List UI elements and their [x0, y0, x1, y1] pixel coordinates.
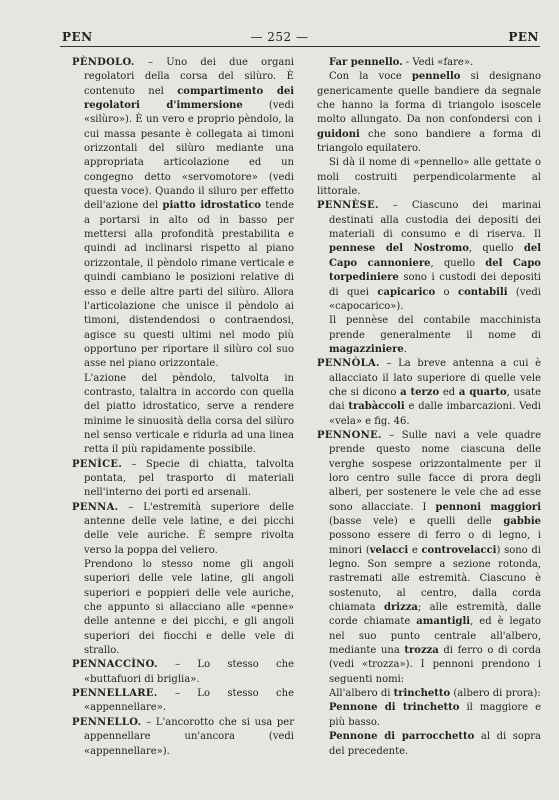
entry-text: (vedi «capocarico»). [329, 286, 541, 312]
paragraph: Si dà il nome di «pennello» alle gettate o moli costruiti perpendicolarmente al littorale. [317, 157, 541, 198]
entry-text: All'albero di [329, 688, 394, 700]
entry-text: – Specie di chiatta, talvolta pontata, pel trasporto di materiali nell'interno dei porti ed arsenali. [84, 458, 294, 499]
bold-term: gabbie [503, 516, 541, 527]
entry-text: – Uno dei due organi regolatori della corsa del silùro. È contenuto nel [84, 57, 294, 97]
bold-term: Pennone di trinchetto [329, 702, 460, 714]
right-column [317, 56, 541, 759]
entry-text: Il pennèse del contabile macchinista prende generalmente il nome di [329, 315, 541, 341]
running-head-right: PEN [508, 30, 539, 44]
entry-text: (basse vele) e quelli delle [329, 516, 504, 527]
bold-term: a terzo [400, 386, 440, 398]
entry-text: possono essere di ferro o di legno, i minori ( [329, 530, 541, 556]
entry-text: – Ciascuno dei marinai destinati alla custodia dei depositi dei materiali di consumo e di riserva. Il [329, 200, 541, 241]
entry-text: , quello [468, 243, 524, 255]
entry-text: – Lo stesso che «appennellare». [84, 688, 294, 714]
headword: PENNELLO. [72, 716, 142, 728]
entry-text: Con la voce [329, 71, 412, 83]
bold-term: trozza [404, 645, 439, 657]
header-rule [60, 46, 540, 47]
left-column [72, 56, 294, 759]
bold-term: contabili [457, 286, 508, 298]
entry-text: , usate dai [329, 386, 541, 413]
headword: PENNÈSE. [317, 200, 379, 212]
entry-text: al di sopra del precedente. [329, 731, 541, 757]
entry-text: sono i custodi dei depositi di quei [329, 272, 541, 298]
bold-term: a quarto [458, 386, 507, 398]
headword: PÈNDOLO. [72, 57, 135, 68]
bold-term: controvelacci [421, 544, 497, 556]
page-number: — 252 — [250, 30, 309, 44]
entry-text: ed [439, 386, 459, 398]
bold-term: Pennone di parrocchetto [329, 731, 475, 743]
bold-term: trinchetto [393, 688, 451, 700]
entry-text: , quello [430, 257, 486, 269]
entry-text: – Sulle navi a vele quadre prende questo nome ciascuna delle verghe sospese orizzontalmente per il loro centro sulle facce di prora degli alberi, per sostenere le vele che ad esse sono allacciate. I [329, 429, 541, 513]
yard-list-item [317, 730, 541, 759]
bold-term: capicarico [377, 286, 436, 298]
entry-text: – Lo stesso che «buttafuori di briglia». [84, 659, 294, 685]
entry-text: , ed è legato nel suo punto centrale all'albero, mediante una [329, 616, 541, 657]
entry-text: ) sono di legno. Son sempre a sezione rotonda, rastremati alle estremità. Ciascuno è sostenuto, al centro, dalla corda chiamata [329, 544, 541, 614]
headword: PENNA. [72, 501, 119, 513]
bold-term: amantigli [416, 616, 471, 628]
entry-penna [72, 501, 294, 558]
entry-text: – La breve antenna a cui è allacciato il lato superiore di quelle vele che si dicono [329, 358, 541, 398]
paragraph: Prendono lo stesso nome gli angoli superiori delle vele latine, gli angoli superiori e poppieri delle vele auriche, che appunto si allacciano alle «penne» delle antenne e dei picchi, e gli angoli superiori dei fiocchi e delle vele di strallo. [84, 559, 294, 657]
bold-term: Far pennello. [329, 57, 403, 68]
headword: PENNONE. [317, 429, 382, 441]
headword: PENNACCÌNO. [72, 659, 158, 671]
bold-term: compartimento dei regolatori d'immersione [84, 85, 294, 112]
entry-text: – L'ancorotto che si usa per appennellare un'ancora (vedi «appennellare»). [84, 716, 294, 757]
bold-term: del Capo torpediniere [329, 257, 541, 284]
bold-term: piatto idrostatico [162, 200, 261, 212]
entry-penice [72, 458, 294, 501]
entry-text: e dalle imbarcazioni. Vedi «vela» e fig. 46. [329, 401, 541, 427]
paragraph [317, 314, 541, 357]
entry-text: o [435, 286, 458, 298]
bold-term: magazziniere [329, 343, 404, 355]
bold-term: trabàccoli [348, 401, 405, 413]
entry-text: tende a portarsi in alto od in basso per mettersi alla profondità prestabilita e quindi ad inclinarsi rispetto al piano orizzontale, il pèndolo rimane verticale e quindi cambiano le posizioni relative di esso e delle altre parti del silùro. Allora l'articolazione che unisce il pèndolo ai timoni, distendendosi o contraendosi, agisce su questi ultimi nel modo più opportuno per riportare il silùro col suo asse nel piano orizzontale. [84, 200, 294, 370]
entry-text: di ferro o di corda (vedi «trozza»). I pennoni prendono i seguenti nomi: [329, 645, 541, 685]
entry-pennone [317, 429, 541, 687]
entry-text: il maggiore e più basso. [329, 702, 541, 728]
entry-pennello [72, 716, 294, 759]
entry-pendolo [72, 56, 294, 372]
entry-text: – L'estremità superiore delle antenne delle vele latine, e dei picchi delle vele auriche. È sempre rivolta verso la poppa del veliero. [84, 501, 294, 556]
headword: PENÌCE. [72, 458, 123, 470]
entry-pennese [317, 199, 541, 314]
entry-text: si designano genericamente quelle bandiere da segnale che hanno la forma di triangolo isoscele molto allungato. Da non confondersi con i [317, 71, 541, 126]
bold-term: drizza [384, 602, 418, 614]
bold-term: pennoni maggiori [435, 501, 541, 513]
yard-list-item [317, 687, 541, 701]
headword: PENNELLARE. [72, 688, 158, 700]
bold-term: pennello [411, 71, 461, 83]
sub-entry-far-pennello [317, 56, 541, 70]
bold-term: pennese del Nostromo [329, 243, 469, 255]
entry-text: e [408, 544, 422, 556]
yard-list-item [317, 701, 541, 730]
running-head-left: PEN [62, 30, 93, 44]
entry-text: (albero di prora): [450, 688, 541, 700]
paragraph: L'azione del pèndolo, talvolta in contrasto, talaltra in accordo con quella del piatto idrostatico, serve a rendere minime le sinuosità della corsa del silùro nel senso verticale e ridurla ad una linea retta il più rapidamente possibile. [84, 372, 294, 456]
paragraph [317, 70, 541, 156]
entry-text: (vedi «silùro»). È un vero e proprio pèndolo, la cui massa pesante è collegata ai timoni orizzontali del silùro mediante una appropriata articolazione ed un congegno detto «servomotore» (vedi questa voce). Quando il siluro per effetto dell'azione del [84, 100, 294, 212]
bold-term: velacci [369, 544, 409, 556]
entry-pennaccino [72, 658, 294, 687]
entry-text: che sono bandiere a forma di triangolo equilatero. [317, 128, 541, 155]
bold-term: del Capo cannoniere [329, 243, 541, 269]
bold-term: guidoni [317, 128, 360, 140]
entry-pennellare [72, 687, 294, 716]
headword: PENNÒLA. [317, 358, 380, 370]
entry-text: ; alle estremità, dalle corde chiamate [329, 602, 541, 628]
entry-text: . [403, 343, 407, 355]
entry-pennola [317, 357, 541, 429]
entry-text: - Vedi «fare». [402, 57, 474, 68]
